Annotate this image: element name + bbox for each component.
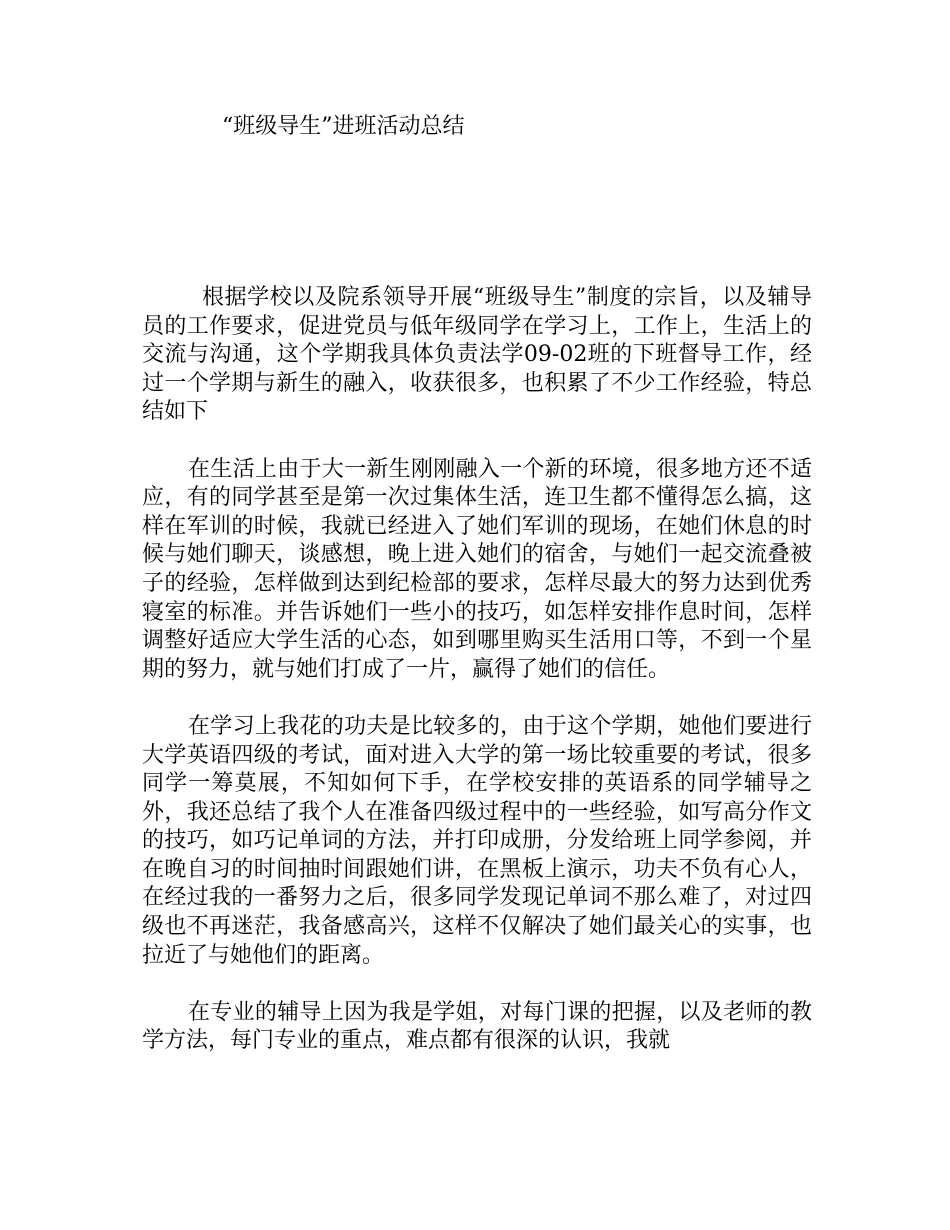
- paragraph-study: 在学习上我花的功夫是比较多的，由于这个学期，她他们要进行大学英语四级的考试，面对进入大学的第一场比较重要的考试，很多同学一筹莫展，不知如何下手，在学校安排的英语系的同学辅导之外，我还总结了我个人在准备四级过程中的一些经验，如写高分作文的技巧，如巧记单词的方法，并打印成册，分发给班上同学参阅，并在晚自习的时间抽时间跟她们讲，在黑板上演示，功夫不负有心人，在经过我的一番努力之后，很多同学发现记单词不那么难了，对过四级也不再迷茫，我备感高兴，这样不仅解决了她们最关心的实事，也拉近了与她他们的距离。: [142, 713, 812, 968]
- paragraph-major: 在专业的辅导上因为我是学姐，对每门课的把握，以及老师的教学方法，每门专业的重点，难点都有很深的认识，我就: [142, 999, 812, 1054]
- document-body: [142, 284, 812, 1085]
- paragraph-intro: 根据学校以及院系领导开展“班级导生”制度的宗旨，以及辅导员的工作要求，促进党员与低年级同学在学习上，工作上，生活上的交流与沟通，这个学期我具体负责法学09-02班的下班督导工作，经过一个学期与新生的融入，收获很多，也积累了不少工作经验，特总结如下: [142, 285, 812, 425]
- paragraph-life: 在生活上由于大一新生刚刚融入一个新的环境，很多地方还不适应，有的同学甚至是第一次过集体生活，连卫生都不懂得怎么搞，这样在军训的时候，我就已经进入了她们军训的现场，在她们休息的时候与她们聊天，谈感想，晚上进入她们的宿舍，与她们一起交流叠被子的经验，怎样做到达到纪检部的要求，怎样尽最大的努力达到优秀寝室的标准。并告诉她们一些小的技巧，如怎样安排作息时间，怎样调整好适应大学生活的心态，如到哪里购买生活用口等，不到一个星期的努力，就与她们打成了一片，赢得了她们的信任。: [142, 456, 812, 682]
- document-title: “班级导生”进班活动总结: [222, 114, 465, 139]
